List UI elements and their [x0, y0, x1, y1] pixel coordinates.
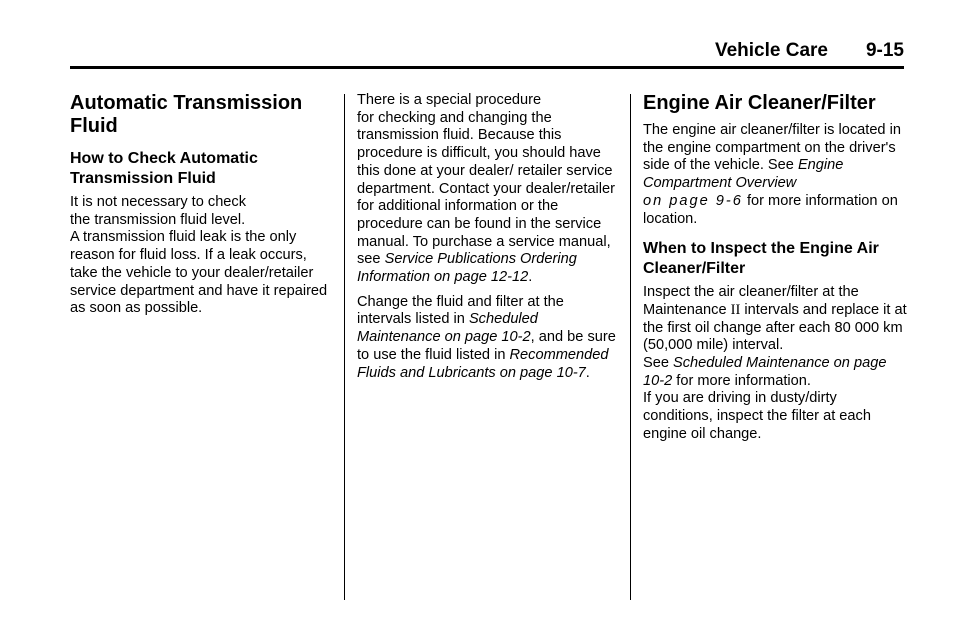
- column-left: [70, 92, 332, 318]
- text-run: for more information on location.: [643, 192, 898, 227]
- text-run: See: [643, 355, 674, 372]
- text-line: There is a special procedure: [357, 92, 542, 108]
- section-heading: Automatic Transmission Fluid: [70, 92, 303, 137]
- cross-reference-link[interactable]: Scheduled Maintenance on page 10-2: [643, 355, 887, 389]
- body-paragraph: [643, 284, 907, 355]
- text-run: for more information.: [672, 372, 811, 389]
- column-right: [643, 92, 907, 444]
- body-paragraph: [70, 194, 332, 229]
- cross-reference-link[interactable]: Engine Compartment Overview: [643, 157, 844, 192]
- text-run: , and be sure to use the fluid listed in: [357, 329, 616, 363]
- text-line: It is not necessary to check: [70, 194, 247, 210]
- subsection-heading: How to Check Automatic Transmission Fluid: [70, 150, 258, 187]
- body-paragraph: [357, 92, 619, 287]
- text-run: .: [585, 364, 590, 381]
- text-run: for checking and changing the transmission fluid. Because this procedure is difficult, you should have this done at your dealer/ retailer service department. Contact your dealer/retailer for additional information or the procedure can be found in the service manual. To purchase a service manual, see: [357, 109, 615, 268]
- body-paragraph: A transmission fluid leak is the only reason for fluid loss. If a leak occurs, take the vehicle to your dealer/retailer service department and have it repaired as soon as possible.: [70, 229, 328, 317]
- cross-reference-link[interactable]: Scheduled Maintenance on page 10-2: [357, 311, 538, 346]
- subsection-heading: When to Inspect the Engine Air Cleaner/Filter: [643, 240, 879, 278]
- cross-reference-link[interactable]: Service Publications Ordering Information on page 12-12: [357, 251, 577, 286]
- section-heading: Engine Air Cleaner/Filter: [643, 92, 876, 114]
- body-paragraph: [643, 355, 907, 390]
- body-paragraph: If you are driving in dusty/dirty conditions, inspect the filter at each engine oil change.: [643, 390, 871, 442]
- page-number: 9-15: [865, 40, 904, 61]
- cross-reference-link[interactable]: on page 9-6: [643, 192, 743, 209]
- body-paragraph: [643, 122, 907, 228]
- cross-reference-link[interactable]: Recommended Fluids and Lubricants on page 10-7: [357, 346, 609, 381]
- body-paragraph: [357, 294, 619, 383]
- column-divider-right: [630, 94, 631, 600]
- page-header: [70, 38, 904, 69]
- section-title: Vehicle Care: [714, 40, 828, 61]
- text-run: The engine air cleaner/filter is located in the engine compartment on the driver's side of the vehicle. See: [643, 122, 901, 174]
- text-run: intervals and replace it at the first oil change after each 80 000 km (50,000 mile) interval.: [643, 301, 907, 354]
- text-run: Inspect the air cleaner/filter at the Maintenance: [643, 284, 859, 318]
- column-divider-left: [344, 94, 345, 600]
- column-middle: [357, 92, 619, 382]
- text-line: the transmission fluid level.: [70, 211, 246, 228]
- text-run: .: [528, 269, 533, 286]
- roman-numeral: II: [730, 301, 741, 318]
- text-run: Change the fluid and filter at the intervals listed in: [357, 293, 564, 328]
